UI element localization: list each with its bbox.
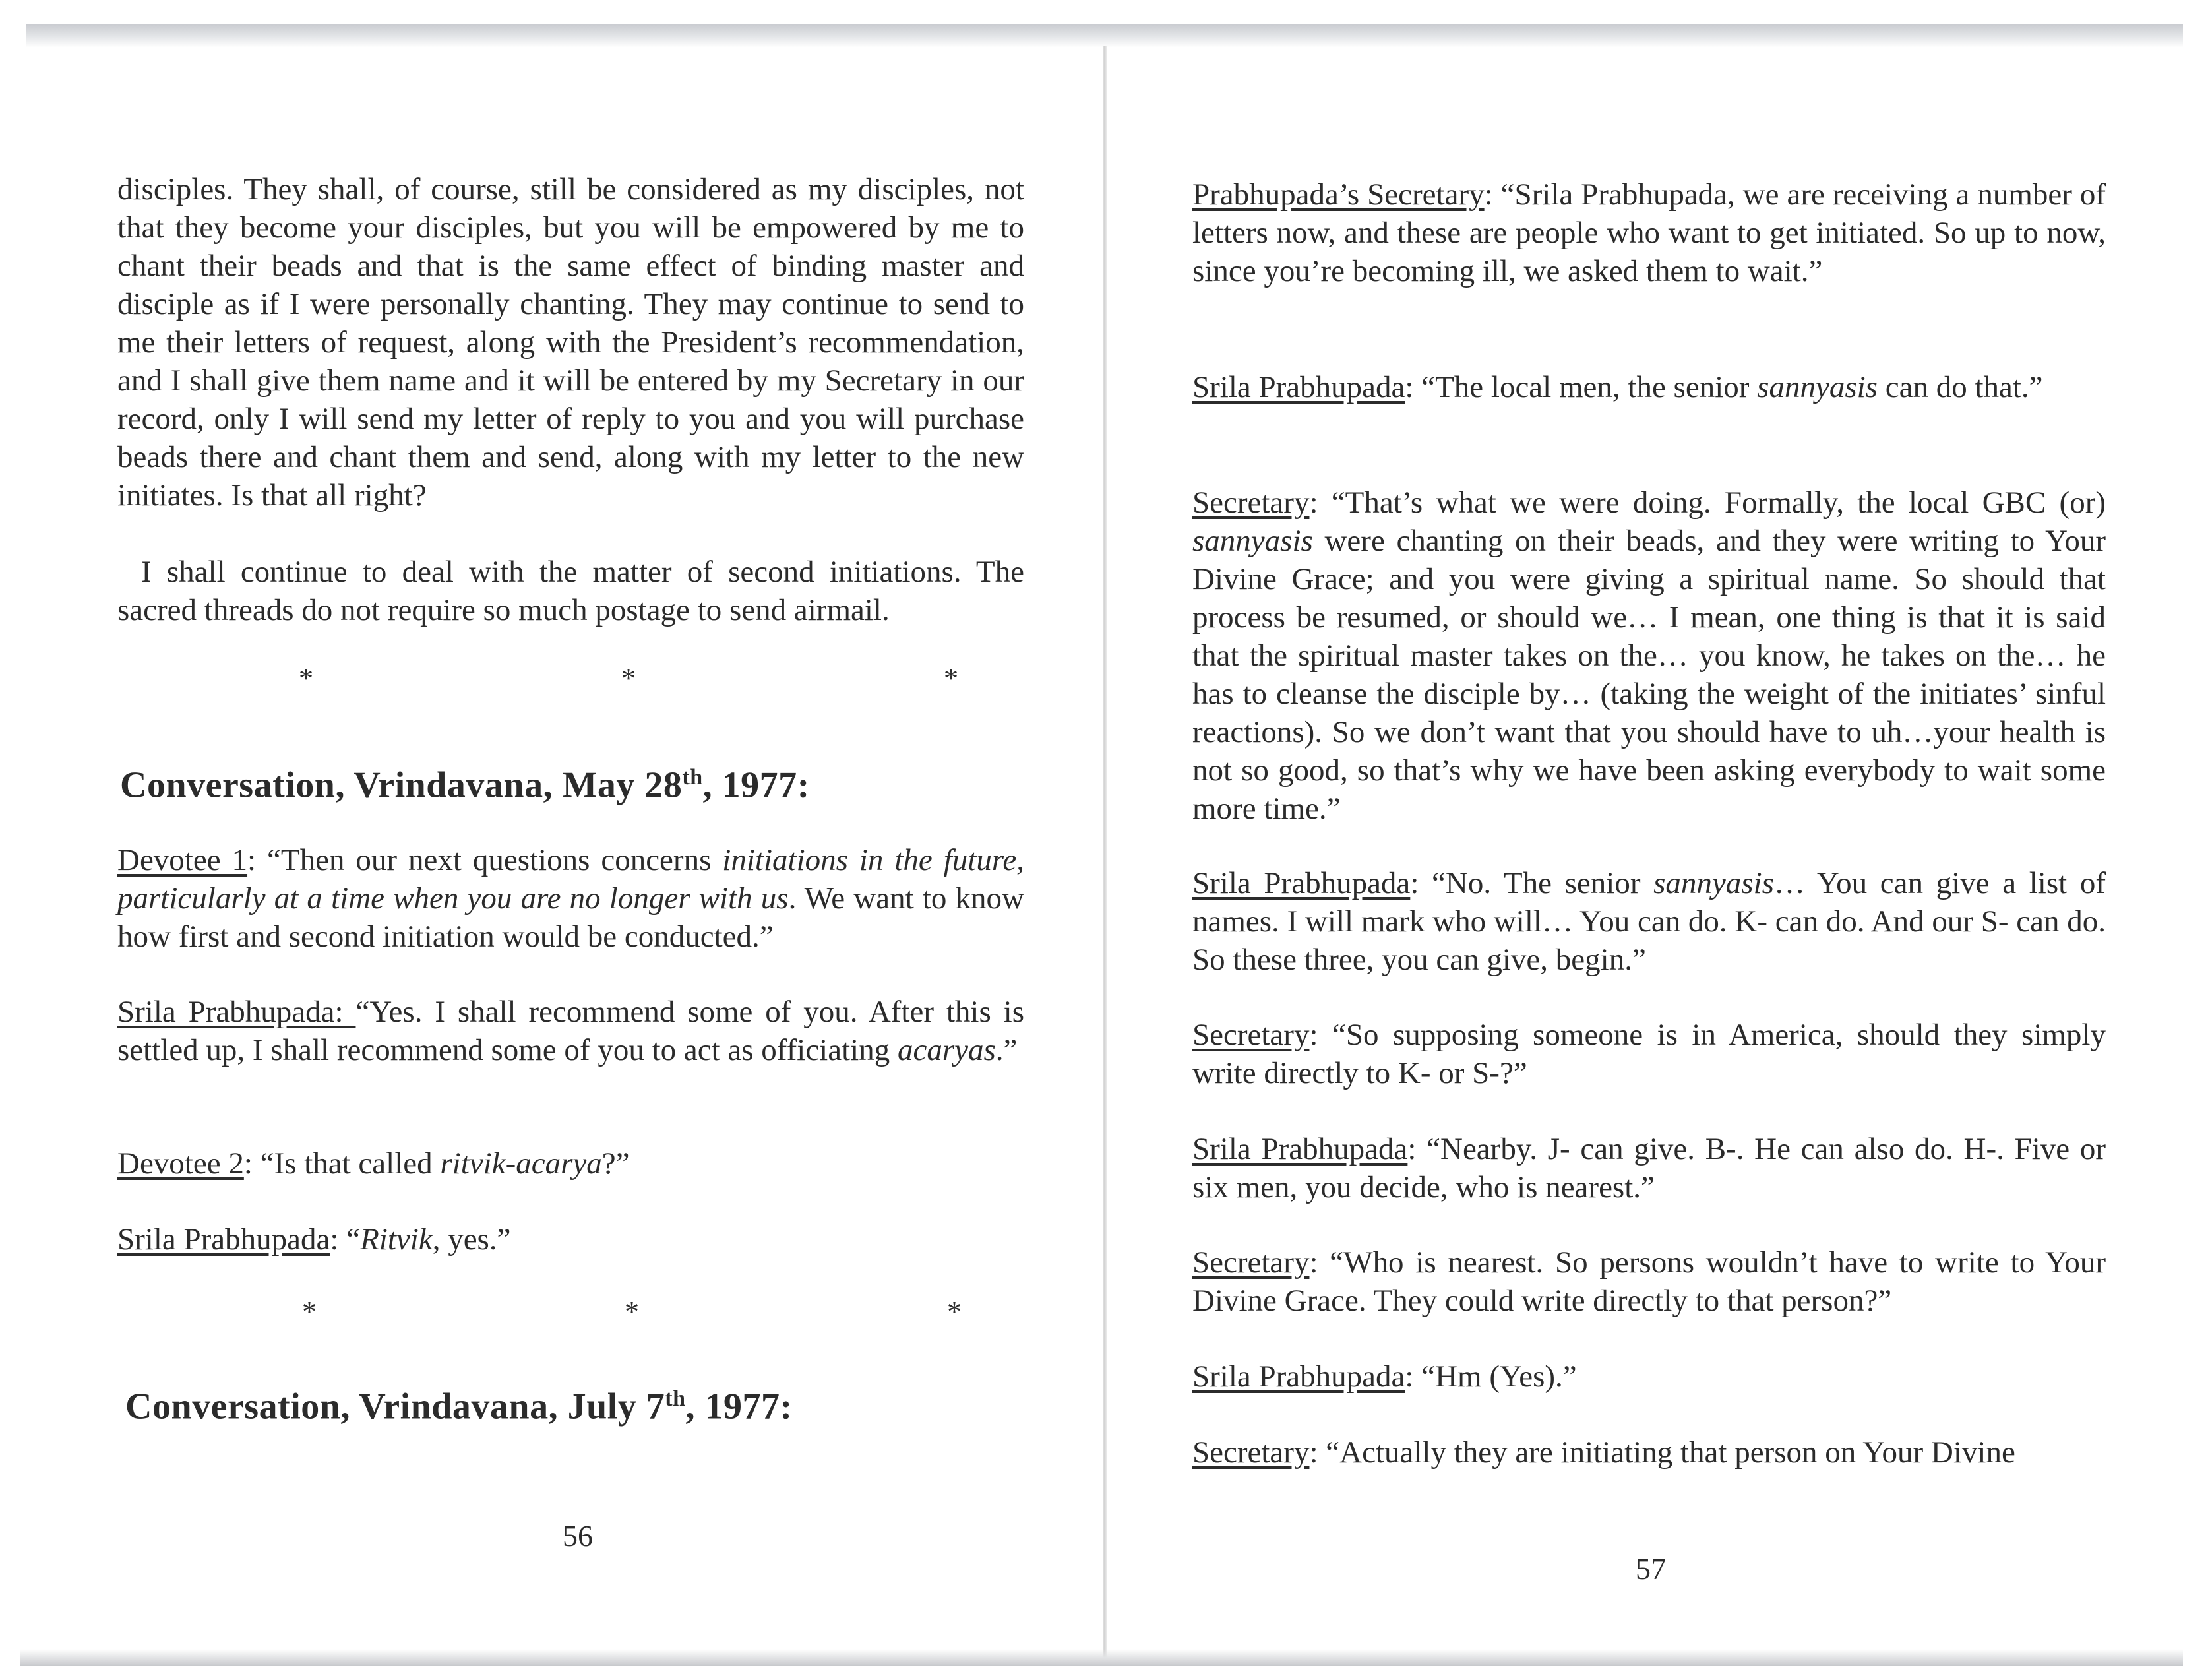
section-separator [299, 660, 958, 698]
separator-star: * [625, 1295, 639, 1328]
section-separator [302, 1293, 962, 1331]
speaker-label: Devotee 1 [117, 843, 248, 877]
scan-bottom-edge [20, 1649, 2183, 1666]
speaker-label: Srila Prabhupada [117, 1222, 330, 1257]
speaker-label: Secretary [1192, 1018, 1310, 1052]
separator-star: * [944, 662, 958, 695]
speaker-label: Srila Prabhupada [1192, 1132, 1408, 1166]
speaker-label: Devotee 2 [117, 1146, 244, 1181]
scan-top-edge [26, 24, 2183, 47]
speaker-label: Srila Prabhupada [1192, 1359, 1405, 1394]
speaker-label: Srila Prabhupada [1192, 866, 1411, 900]
prabhupada-reply-4: Srila Prabhupada: “No. The senior sannyasis… You can give a list of names. I will mark who will… You can do. K- can do. And our S- can do. So these three, you can give, begin.” [1192, 866, 2106, 977]
separator-star: * [302, 1295, 317, 1328]
page-number: 56 [563, 1519, 593, 1553]
prabhupada-reply-3: Srila Prabhupada: “The local men, the senior sannyasis can do that.” [1192, 370, 2043, 404]
opening-paragraph: disciples. They shall, of course, still be considered as my disciples, not that they become your disciples, but you will be empowered by me to chant their beads and that is the same effect of binding master and disciple as if I were personally chanting. They may continue to send to me their letters of request, along with the President’s recommendation, and I shall give them name and it will be entered by my Secretary in our record, only I will send my letter of reply to you and you will purchase beads there and chant them and send, along with my letter to the new initiates. Is that all right? [117, 172, 1024, 513]
secretary-statement-1: Prabhupada’s Secretary: “Srila Prabhupada, we are receiving a number of letters now, and these are people who want to get initiated. So up to now, since you’re becoming ill, we asked them to wait.” [1192, 177, 2106, 288]
devotee1-statement: Devotee 1: “Then our next questions concerns initiations in the future, particularly at a time when you are no longer with us. We want to know how first and second initiation would be conducted.” [117, 843, 1024, 954]
separator-star: * [299, 662, 313, 695]
prabhupada-reply-5: Srila Prabhupada: “Nearby. J- can give. B-. He can also do. H-. Five or six men, you decide, who is nearest.” [1192, 1132, 2106, 1204]
section-heading-july: Conversation, Vrindavana, July 7th, 1977: [125, 1386, 793, 1427]
second-initiations-paragraph: I shall continue to deal with the matter of second initiations. The sacred threads do not require so much postage to send airmail. [117, 555, 1024, 627]
page-number: 57 [1636, 1552, 1666, 1586]
speaker-label: Secretary [1192, 1435, 1310, 1470]
secretary-statement-3: Secretary: “So supposing someone is in America, should they simply write directly to K- or S-?” [1192, 1018, 2106, 1090]
separator-star: * [947, 1295, 962, 1328]
speaker-label: Secretary [1192, 1245, 1310, 1280]
speaker-label: Secretary [1192, 485, 1310, 520]
book-gutter [1103, 46, 1107, 1659]
speaker-label: Prabhupada’s Secretary [1192, 177, 1485, 212]
prabhupada-reply-1: Srila Prabhupada: “Yes. I shall recommend some of you. After this is settled up, I shall recommend some of you to act as officiating acaryas.” [117, 995, 1024, 1067]
secretary-statement-4: Secretary: “Who is nearest. So persons wouldn’t have to write to Your Divine Grace. They could write directly to that person?” [1192, 1245, 2106, 1318]
speaker-label: Srila Prabhupada [1192, 370, 1405, 404]
prabhupada-reply-2: Srila Prabhupada: “Ritvik, yes.” [117, 1222, 511, 1257]
section-heading-may: Conversation, Vrindavana, May 28th, 1977: [120, 764, 810, 806]
separator-star: * [621, 662, 636, 695]
prabhupada-reply-6: Srila Prabhupada: “Hm (Yes).” [1192, 1359, 1577, 1394]
devotee2-statement: Devotee 2: “Is that called ritvik-acarya?” [117, 1146, 630, 1181]
secretary-statement-5: Secretary: “Actually they are initiating that person on Your Divine [1192, 1435, 2015, 1470]
speaker-label: Srila Prabhupada: [117, 995, 356, 1029]
secretary-statement-2: Secretary: “That’s what we were doing. Formally, the local GBC (or) sannyasis were chanting on their beads, and they were writing to Your Divine Grace; and you were giving a spiritual name. So should that process be resumed, or should we… I mean, one thing is that it is said that the spiritual master takes on the… you know, he takes on the… he has to cleanse the disciple by… (taking the weight of the initiates’ sinful reactions). So we don’t want that you should have to uh…your health is not so good, so that’s why we have been asking everybody to wait some more time.” [1192, 485, 2106, 826]
